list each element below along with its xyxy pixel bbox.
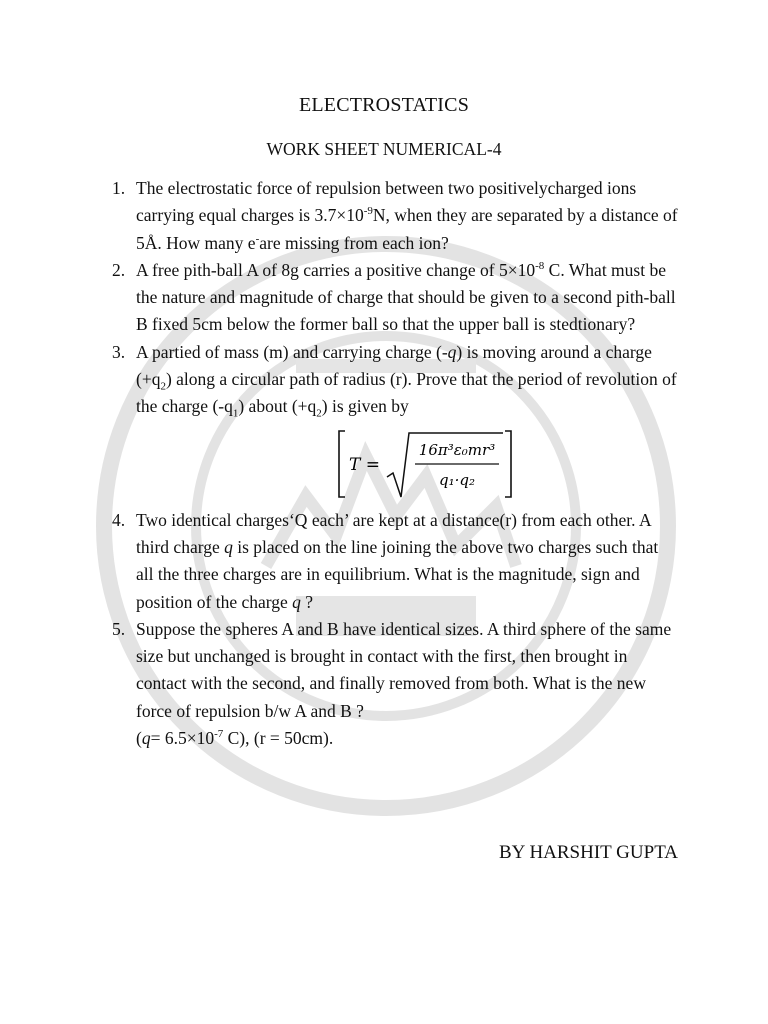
question-text — [136, 175, 678, 257]
question-text-segment: = 6.5×10 — [150, 728, 215, 749]
document-subtitle: WORK SHEET NUMERICAL-4 — [266, 139, 502, 159]
question-text-segment: -9 — [363, 205, 373, 218]
question-list — [112, 175, 678, 752]
question-text — [136, 257, 678, 339]
question-text-segment: is placed on the line joining the above two charges such that all the three charges are in equilibrium. What is the magnitude, sign and position of the charge — [136, 536, 659, 612]
question-text-segment: ? — [300, 591, 314, 612]
question-text-segment: Two identical charges‘Q each’ are kept at a distance(r) from each other. A third charge — [136, 509, 651, 557]
question-text-segment: C. What must be the nature and magnitude of charge that should be given to a second pith-ball B fixed 5cm below the former ball so that the upper ball is stedtionary? — [136, 259, 676, 335]
author-signature: BY HARSHIT GUPTA — [499, 842, 678, 863]
question-text-segment: 2 — [316, 407, 322, 420]
question-text-segment: A partied of mass (m) and carrying charge (- — [136, 341, 448, 362]
formula-numerator: 16π³ε₀mr³ — [418, 440, 496, 459]
question-text-segment: q — [224, 536, 233, 557]
question-text-segment: N, when they are separated by a distance of 5Å. How many e — [136, 205, 678, 253]
question-text-segment: ) is given by — [321, 396, 409, 417]
question-text-segment: -8 — [535, 260, 545, 273]
question-text-segment: - — [255, 232, 260, 245]
question-item — [112, 616, 678, 752]
formula-denominator: q₁·q₂ — [439, 470, 475, 489]
document-title: ELECTROSTATICS — [298, 94, 470, 116]
question-text — [136, 339, 678, 421]
left-bracket — [339, 431, 345, 497]
question-text-segment: are missing from each ion? — [259, 232, 449, 253]
period-formula — [172, 425, 678, 501]
question-text-segment: C), (r = 50cm). — [223, 728, 334, 749]
question-text-segment: -7 — [214, 728, 224, 741]
question-item — [112, 175, 678, 257]
formula-lhs: T = — [349, 454, 380, 475]
question-text-segment: The electrostatic force of repulsion between two positivelycharged ions carrying equal charges is 3.7×10 — [136, 178, 637, 226]
right-bracket — [505, 431, 511, 497]
question-text-segment: A free pith-ball A of 8g carries a positive change of 5×10 — [136, 259, 536, 280]
question-text — [136, 616, 678, 752]
question-text-segment: q — [447, 341, 457, 362]
question-text-segment: ) about (+q — [238, 396, 317, 417]
question-item — [112, 257, 678, 339]
question-text — [136, 507, 678, 616]
question-text-segment: ( — [136, 728, 142, 749]
question-text-segment: 2 — [160, 380, 166, 393]
question-text-segment: ) is moving around a charge (+q — [136, 341, 652, 390]
question-item — [112, 339, 678, 501]
question-item — [112, 507, 678, 616]
question-text-segment: ) along a circular path of radius (r). Prove that the period of revolution of the charge (-q — [136, 369, 677, 417]
question-number: 2. — [112, 259, 126, 280]
question-number: 4. — [112, 509, 126, 530]
question-text-segment: q — [292, 591, 301, 612]
question-number: 5. — [112, 618, 126, 639]
question-number: 3. — [112, 341, 126, 362]
question-text-segment: Suppose the spheres A and B have identical sizes. A third sphere of the same size but unchanged is brought in contact with the first, then brought in contact with the second, and finally removed from both. What is the new force of repulsion b/w A and B ? — [136, 618, 672, 721]
question-text-segment: 1 — [232, 407, 239, 420]
question-number: 1. — [112, 178, 126, 198]
question-text-segment: q — [141, 728, 151, 749]
formula-graphic — [335, 425, 515, 501]
